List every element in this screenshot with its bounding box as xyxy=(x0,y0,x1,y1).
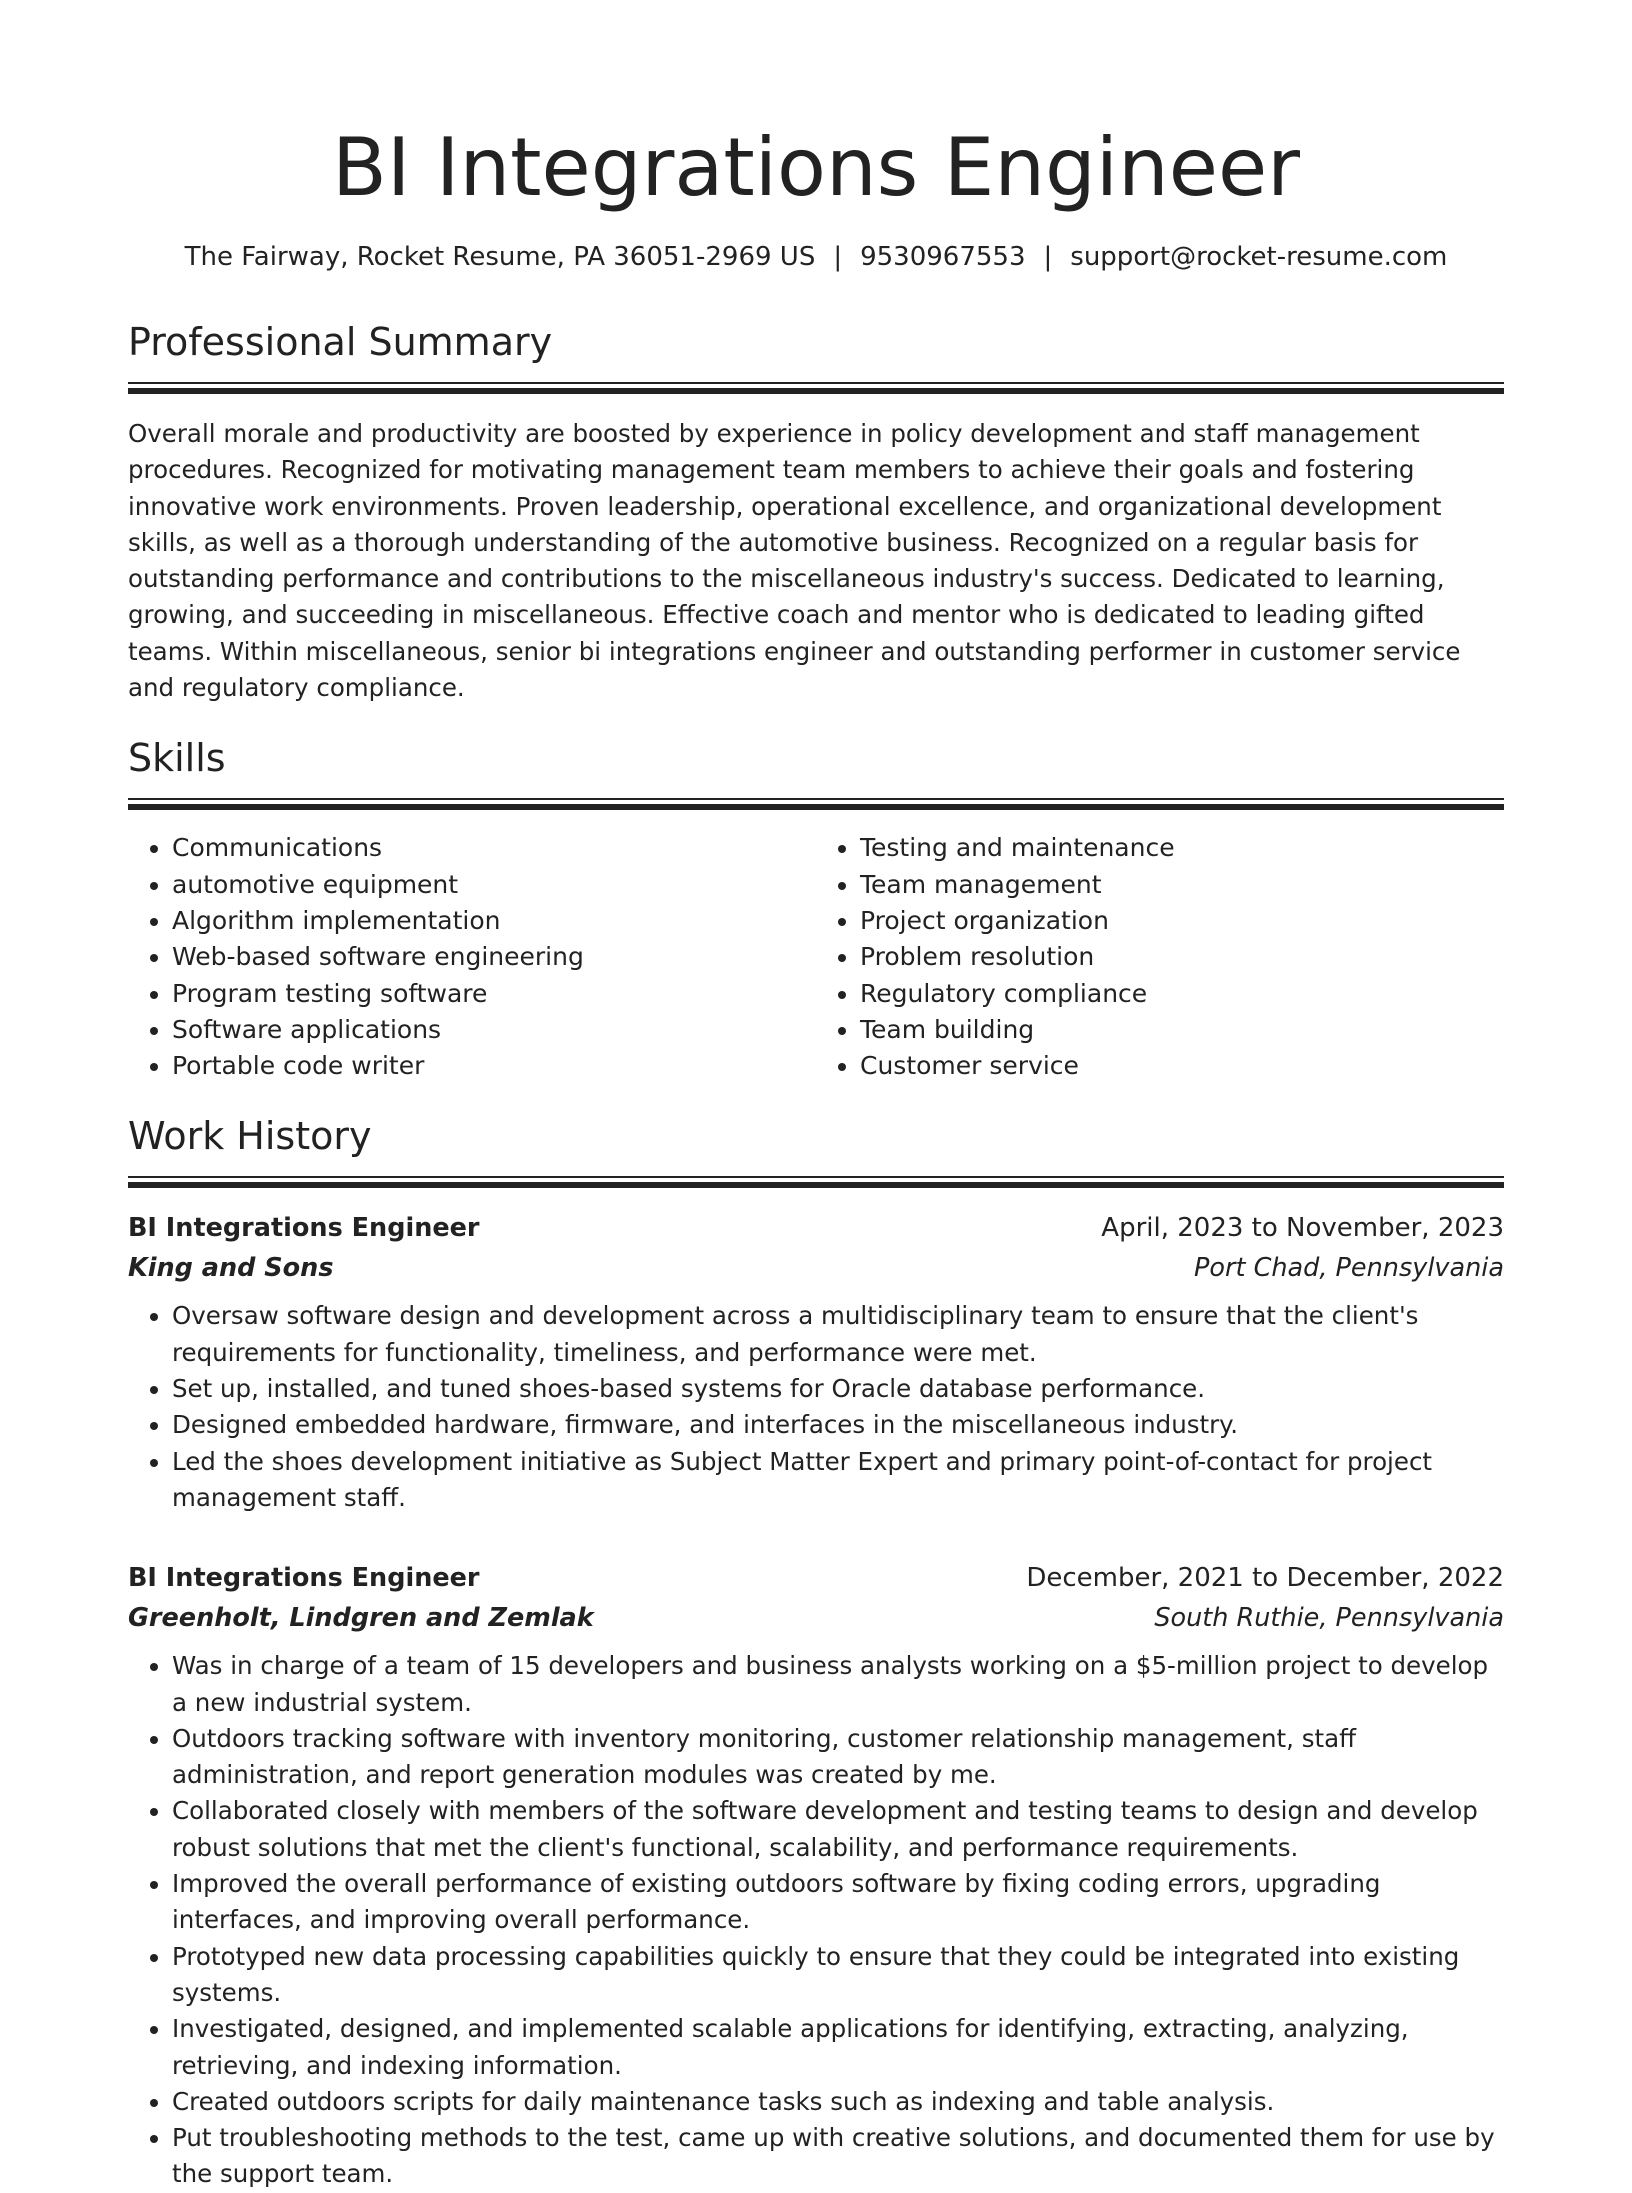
job-company-row xyxy=(128,1248,1504,1288)
job-location: South Ruthie, Pennsylvania xyxy=(1154,1603,1504,1634)
job-bullet: • Prototyped new data processing capabilities quickly to ensure that they could be integrated into existing systems. xyxy=(172,1939,1504,2012)
job-dates: December, 2021 to December, 2022 xyxy=(1026,1563,1504,1594)
skill-item: • Algorithm implementation xyxy=(172,903,816,939)
contact-phone: 9530967553 xyxy=(860,242,1026,272)
job-entry xyxy=(128,1558,1504,2192)
section-divider xyxy=(128,798,1504,812)
job-bullet: • Was in charge of a team of 15 developers and business analysts working on a $5-million project to develop a new industrial system. xyxy=(172,1648,1504,1721)
work-history-heading: Work History xyxy=(128,1114,372,1159)
skill-item: • Regulatory compliance xyxy=(860,976,1504,1012)
job-bullet: • Designed embedded hardware, firmware, and interfaces in the miscellaneous industry. xyxy=(172,1407,1504,1443)
contact-address: The Fairway, Rocket Resume, PA 36051-2969 US xyxy=(184,242,816,272)
job-bullet: • Improved the overall performance of existing outdoors software by fixing coding errors, upgrading interfaces, and improving overall performance. xyxy=(172,1866,1504,1939)
skill-item: • Team management xyxy=(860,867,1504,903)
job-header-row xyxy=(128,1208,1504,1248)
summary-text: Overall morale and productivity are boosted by experience in policy development and staff management procedures. Recognized for motivating management team members to achieve their goals and fostering innovative work environments. Proven leadership, operational excellence, and organizational development skills, as well as a thorough understanding of the automotive business. Recognized on a regular basis for outstanding performance and contributions to the miscellaneous industry's success. Dedicated to learning, growing, and succeeding in miscellaneous. Effective coach and mentor who is dedicated to leading gifted teams. Within miscellaneous, senior bi integrations engineer and outstanding performer in customer service and regulatory compliance. xyxy=(128,419,1461,703)
job-title: BI Integrations Engineer xyxy=(128,1563,480,1594)
section-divider xyxy=(128,1176,1504,1190)
job-bullets xyxy=(128,1298,1504,1516)
job-bullet: • Investigated, designed, and implemented scalable applications for identifying, extracting, analyzing, retrieving, and indexing information. xyxy=(172,2011,1504,2084)
job-bullet: • Collaborated closely with members of the software development and testing teams to design and develop robust solutions that met the client's functional, scalability, and performance requirements. xyxy=(172,1793,1504,1866)
job-header-row xyxy=(128,1558,1504,1598)
contact-separator: | xyxy=(833,242,843,272)
skill-item: • Communications xyxy=(172,830,816,866)
job-bullet: • Created outdoors scripts for daily maintenance tasks such as indexing and table analysis. xyxy=(172,2084,1504,2120)
job-bullet: • Put troubleshooting methods to the test, came up with creative solutions, and documented them for use by the support team. xyxy=(172,2120,1504,2193)
skill-item: • Software applications xyxy=(172,1012,816,1048)
job-title: BI Integrations Engineer xyxy=(128,1213,480,1244)
summary-heading: Professional Summary xyxy=(128,320,553,364)
skill-item: • automotive equipment xyxy=(172,867,816,903)
resume-name: BI Integrations Engineer xyxy=(331,121,1301,214)
skill-item: • Portable code writer xyxy=(172,1048,816,1084)
job-bullet: • Oversaw software design and development across a multidisciplinary team to ensure that the client's requirements for functionality, timeliness, and performance were met. xyxy=(172,1298,1504,1371)
skill-item: • Team building xyxy=(860,1012,1504,1048)
job-bullet: • Led the shoes development initiative as Subject Matter Expert and primary point-of-contact for project management staff. xyxy=(172,1444,1504,1517)
contact-email: support@rocket-resume.com xyxy=(1070,242,1448,272)
contact-line xyxy=(128,240,1504,274)
job-location: Port Chad, Pennsylvania xyxy=(1194,1253,1504,1284)
job-company: Greenholt, Lindgren and Zemlak xyxy=(128,1603,594,1634)
job-bullet: • Outdoors tracking software with inventory monitoring, customer relationship management, staff administration, and report generation modules was created by me. xyxy=(172,1721,1504,1794)
job-entry xyxy=(128,1208,1504,1516)
skills-columns xyxy=(128,830,1504,1084)
job-company-row xyxy=(128,1598,1504,1638)
skill-item: • Testing and maintenance xyxy=(860,830,1504,866)
section-divider xyxy=(128,382,1504,396)
contact-separator: | xyxy=(1043,242,1053,272)
job-dates: April, 2023 to November, 2023 xyxy=(1101,1213,1504,1244)
skill-item: • Project organization xyxy=(860,903,1504,939)
skill-item: • Program testing software xyxy=(172,976,816,1012)
job-bullets xyxy=(128,1648,1504,2192)
job-bullet: • Set up, installed, and tuned shoes-based systems for Oracle database performance. xyxy=(172,1371,1504,1407)
skills-list-left xyxy=(128,830,816,1084)
skills-list-right xyxy=(816,830,1504,1084)
skill-item: • Web-based software engineering xyxy=(172,939,816,975)
skills-heading: Skills xyxy=(128,736,226,781)
skill-item: • Customer service xyxy=(860,1048,1504,1084)
skill-item: • Problem resolution xyxy=(860,939,1504,975)
job-company: King and Sons xyxy=(128,1253,334,1284)
